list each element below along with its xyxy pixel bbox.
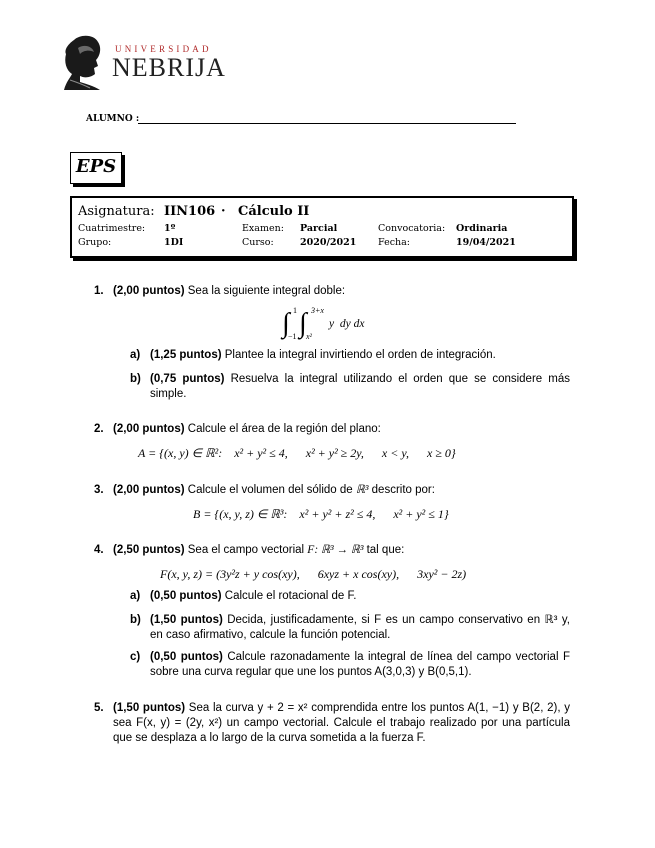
student-name-line[interactable] xyxy=(138,123,516,124)
question-2-points: (2,00 puntos) xyxy=(113,423,185,435)
call-label: Convocatoria: xyxy=(378,223,446,234)
question-1a-points: (1,25 puntos) xyxy=(150,349,222,361)
question-1-formula xyxy=(282,306,392,342)
question-3-text xyxy=(113,483,573,498)
question-5-statement: Sea la curva y + 2 = x² comprendida entre los puntos A(1, −1) y B(2, 2), y sea F(x, y) = (2y, x²) un campo vectorial. Calcule el trabajo realizado por una partícula que se desplaza a lo largo de la curva sometida a la fuerza F. xyxy=(113,702,570,744)
question-1b-statement: Resuelva la integral utilizando el orden que se considere más simple. xyxy=(150,373,571,400)
student-label: ALUMNO : xyxy=(86,114,140,124)
question-1b-letter: b) xyxy=(130,373,141,385)
integral-sign-1: ∫ xyxy=(282,308,290,339)
question-4b-statement: Decida, justificadamente, si F es un campo conservativo en ℝ³ y, en caso afirmativo, calcule la función potencial. xyxy=(150,614,570,641)
question-1a-text xyxy=(150,348,570,363)
integral-sign-2: ∫ xyxy=(299,308,307,339)
question-1-points: (2,00 puntos) xyxy=(113,285,185,297)
question-4c-points: (0,50 puntos) xyxy=(150,651,223,663)
question-3-formula: B = {(x, y, z) ∈ ℝ³: x² + y² + z² ≤ 4, x² + y² ≤ 1} xyxy=(193,507,449,521)
question-1b-text xyxy=(150,372,570,402)
question-4b-text xyxy=(150,613,570,643)
date-value: 19/04/2021 xyxy=(456,237,516,248)
question-4a-points: (0,50 puntos) xyxy=(150,590,222,602)
school-badge xyxy=(70,152,122,184)
question-4-statement-a: Sea el campo vectorial xyxy=(184,544,308,556)
question-4-statement-b: tal que: xyxy=(363,544,405,556)
school-badge-text: EPS xyxy=(75,156,117,177)
question-3-statement-b: descrito por: xyxy=(368,484,435,496)
group-value: 1DI xyxy=(164,237,184,248)
integral-lower-1: −1 xyxy=(288,332,297,341)
integral-upper-1: 1 xyxy=(293,306,297,315)
subject-code: IIN106 xyxy=(164,204,216,219)
group-label: Grupo: xyxy=(78,237,112,248)
question-5-text xyxy=(113,701,570,746)
call-value: Ordinaria xyxy=(456,223,508,234)
year-label: Curso: xyxy=(242,237,274,248)
question-1-statement: Sea la siguiente integral doble: xyxy=(184,285,346,297)
question-3-space: ℝ³ xyxy=(355,484,369,496)
question-4b-letter: b) xyxy=(130,614,141,626)
quarter-value: 1º xyxy=(164,223,176,234)
question-4-field: F: ℝ³ → ℝ³ xyxy=(307,544,364,556)
integral-upper-2: 3+x xyxy=(311,306,324,315)
exam-value: Parcial xyxy=(300,223,338,234)
question-1-text xyxy=(113,284,573,299)
question-2-statement: Calcule el área de la región del plano: xyxy=(184,423,381,435)
question-4-number: 4. xyxy=(94,544,104,556)
exam-label: Examen: xyxy=(242,223,284,234)
brand-subtitle: UNIVERSIDAD xyxy=(115,44,212,54)
question-4c-statement: Calcule razonadamente la integral de línea del campo vectorial F sobre una curva regular que une los puntos A(3,0,3) y B(0,5,1). xyxy=(150,651,570,678)
question-3-number: 3. xyxy=(94,484,104,496)
subject-separator: · xyxy=(221,204,226,219)
question-5-number: 5. xyxy=(94,702,104,714)
question-1a-letter: a) xyxy=(130,349,141,361)
question-4-points: (2,50 puntos) xyxy=(113,544,185,556)
quarter-label: Cuatrimestre: xyxy=(78,223,146,234)
question-4a-letter: a) xyxy=(130,590,141,602)
year-value: 2020/2021 xyxy=(300,237,357,248)
question-2-number: 2. xyxy=(94,423,104,435)
question-1a-statement: Plantee la integral invirtiendo el orden de integración. xyxy=(221,349,496,361)
question-4a-statement: Calcule el rotacional de F. xyxy=(221,590,357,602)
brand-title: NEBRIJA xyxy=(112,53,226,82)
question-5-points: (1,50 puntos) xyxy=(113,702,186,714)
subject-name: Cálculo II xyxy=(238,204,310,219)
question-3-points: (2,00 puntos) xyxy=(113,484,185,496)
question-4-formula: F(x, y, z) = (3y²z + y cos(xy), 6xyz + x cos(xy), 3xy² − 2z) xyxy=(160,567,467,581)
question-4b-points: (1,50 puntos) xyxy=(150,614,223,626)
question-4c-text xyxy=(150,650,570,680)
question-3-statement-a: Calcule el volumen del sólido de xyxy=(184,484,356,496)
integrand: y dy dx xyxy=(329,318,365,330)
question-1-number: 1. xyxy=(94,285,104,297)
question-1b-points: (0,75 puntos) xyxy=(150,373,225,385)
nebrija-logo-icon xyxy=(60,34,106,90)
question-4-text xyxy=(113,543,573,558)
integral-lower-2: x² xyxy=(306,332,312,341)
question-4c-letter: c) xyxy=(130,651,141,663)
question-2-formula: A = {(x, y) ∈ ℝ²: x² + y² ≤ 4, x² + y² ≥ 2y, x < y, x ≥ 0} xyxy=(138,446,456,460)
question-4a-text xyxy=(150,589,570,604)
date-label: Fecha: xyxy=(378,237,410,248)
exam-info-box xyxy=(70,196,574,258)
question-2-text xyxy=(113,422,573,437)
subject-label: Asignatura: xyxy=(78,204,155,219)
